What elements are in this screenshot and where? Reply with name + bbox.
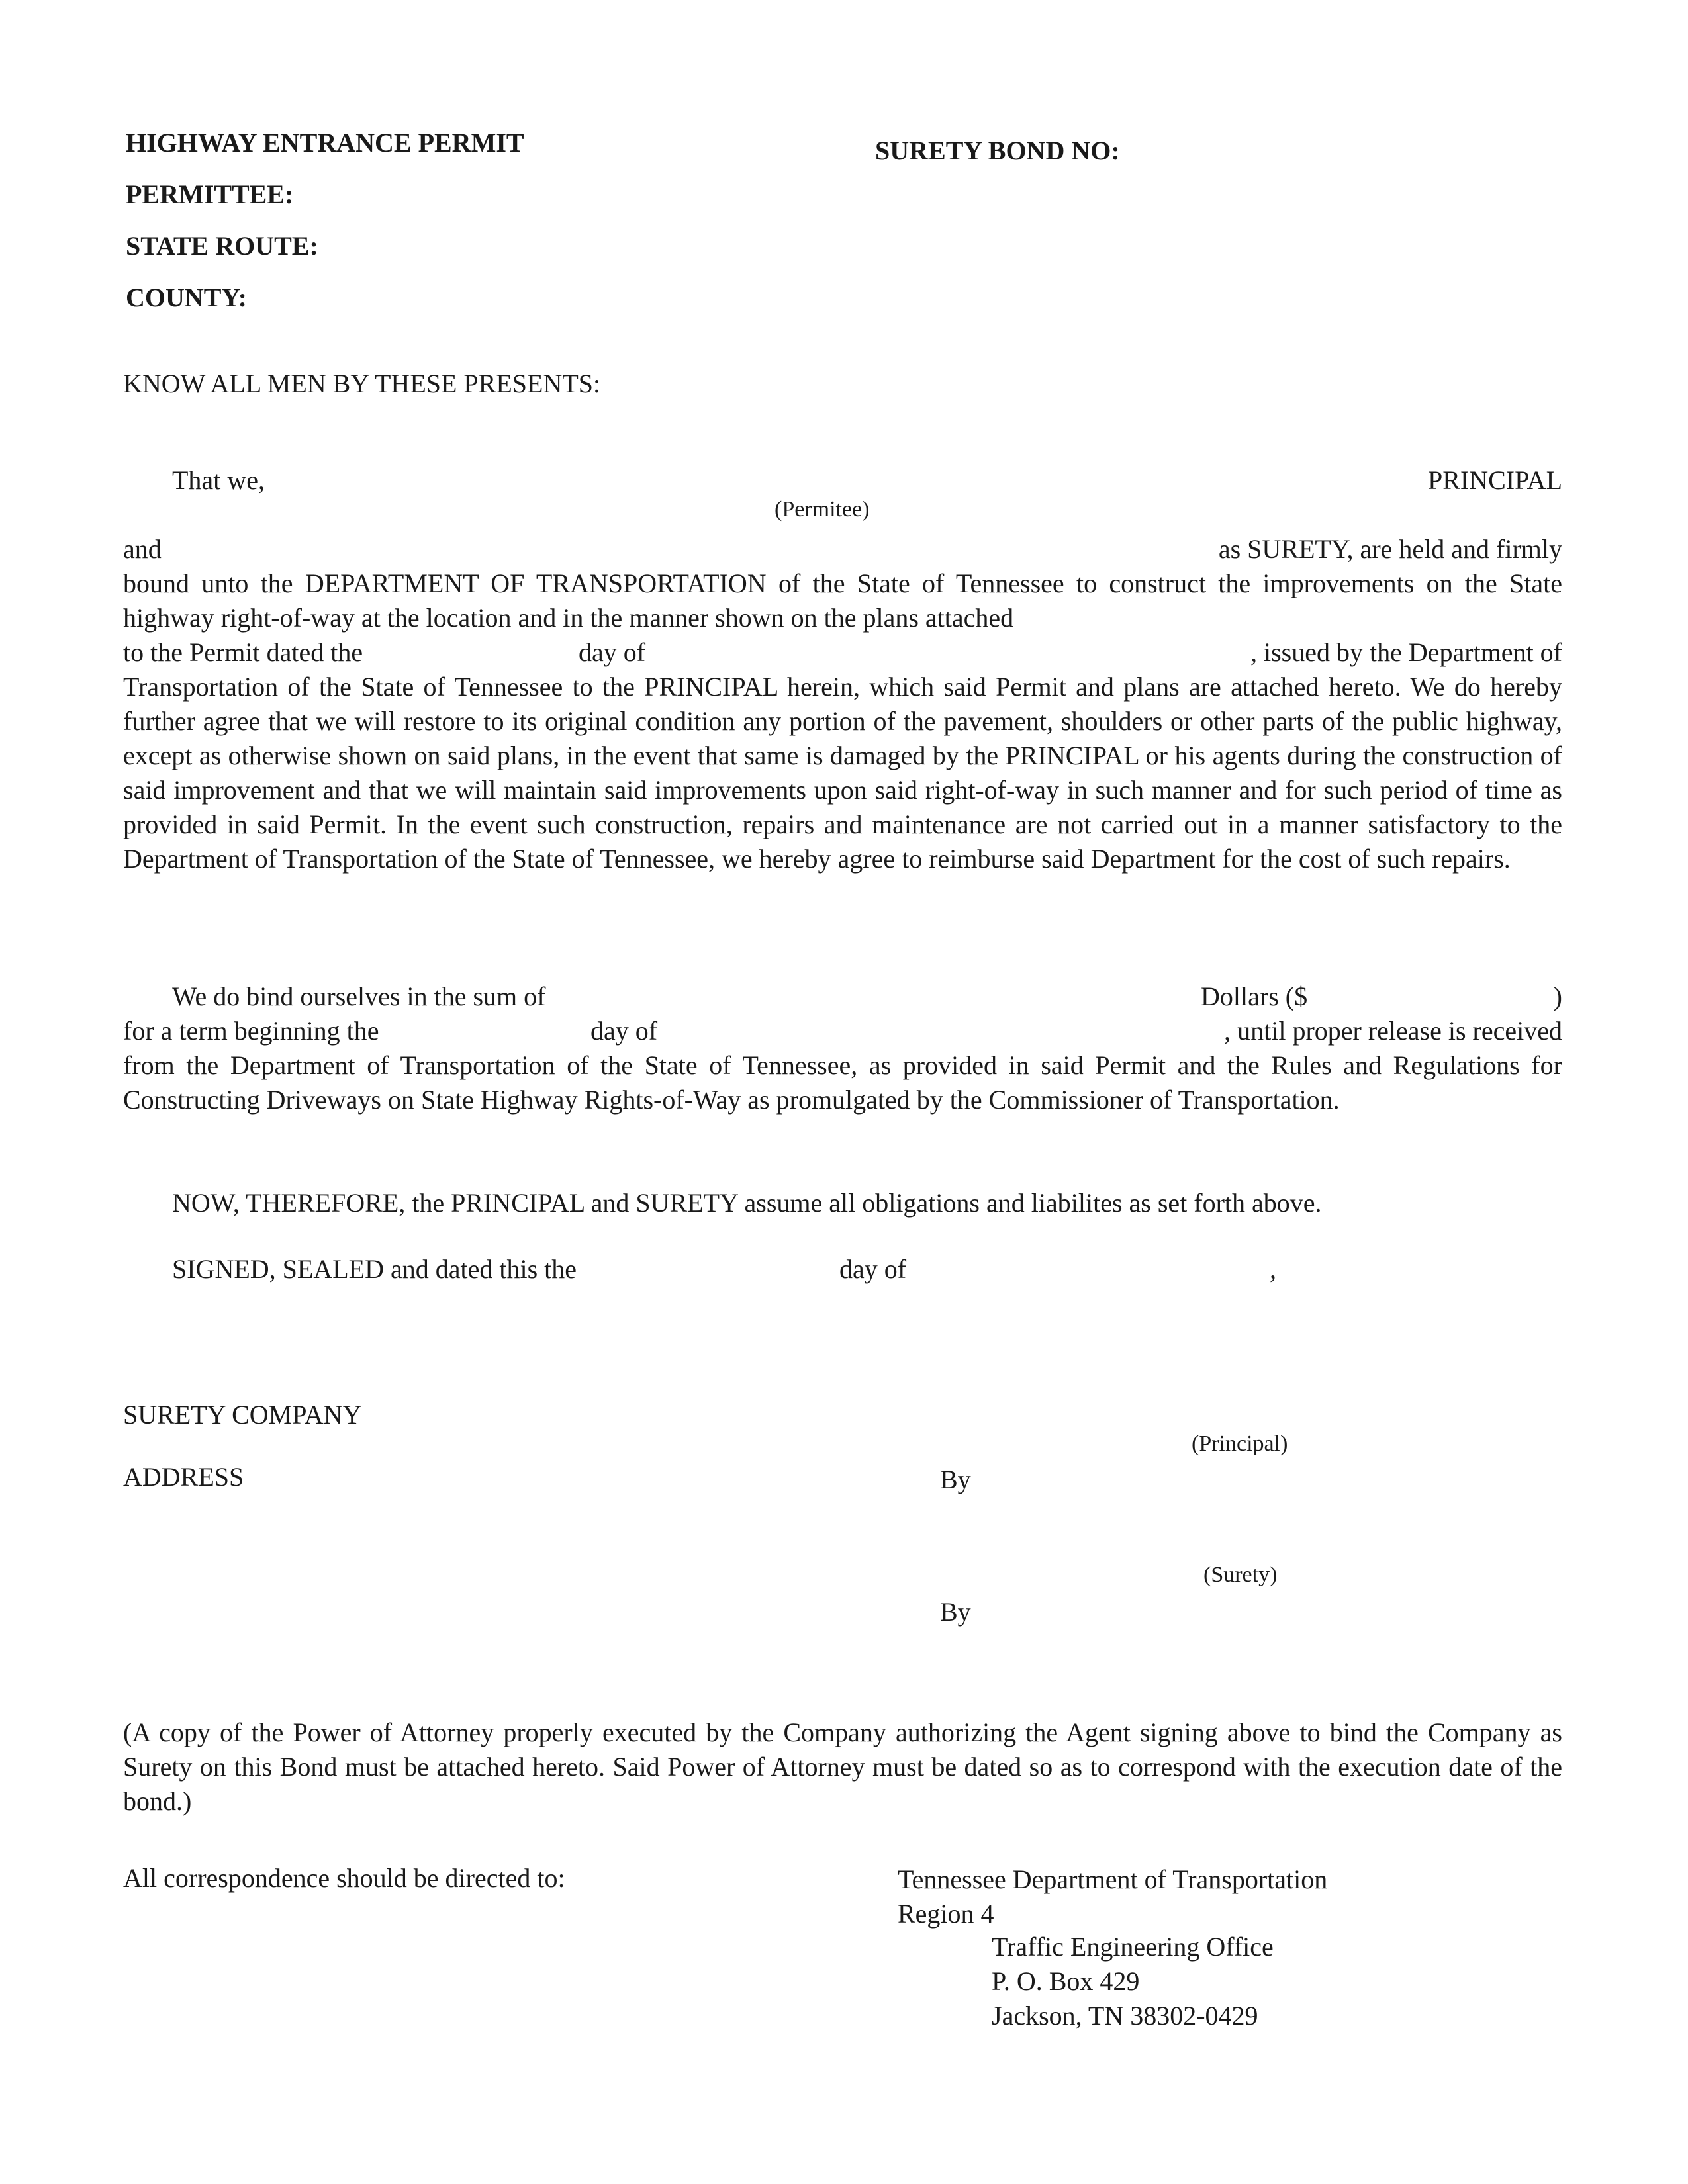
signed-line bbox=[123, 1252, 1562, 1287]
principal-by-label: By bbox=[940, 1465, 971, 1494]
surety-company-label: SURETY COMPANY bbox=[123, 1400, 362, 1430]
bond-paragraph-2c: from the Department of Transportation of the State of Tennessee, as provided in said Permit and the Rules and Regulations for Constructing Driveways on State Highway Rights-of-Way as promulgated by the Commissioner of Transportation. bbox=[123, 1050, 1562, 1115]
term-line bbox=[123, 1014, 1562, 1048]
principal-label: PRINCIPAL bbox=[1427, 465, 1562, 495]
surety-by-label: By bbox=[940, 1597, 971, 1627]
therefore-paragraph: NOW, THEREFORE, the PRINCIPAL and SURETY assume all obligations and liabilites as set forth above. bbox=[172, 1188, 1322, 1218]
principal-sublabel: (Principal) bbox=[1192, 1432, 1288, 1456]
sum-text: We do bind ourselves in the sum of bbox=[172, 981, 546, 1011]
address-line-3: Traffic Engineering Office bbox=[992, 1932, 1274, 1962]
address-line-2: Region 4 bbox=[898, 1899, 994, 1929]
permitee-sublabel: (Permitee) bbox=[774, 497, 870, 522]
release-text: , until proper release is received bbox=[1224, 1016, 1562, 1046]
surety-line bbox=[123, 532, 1562, 567]
permit-date-line bbox=[123, 635, 1562, 670]
signed-comma: , bbox=[1270, 1254, 1276, 1284]
address-line-4: P. O. Box 429 bbox=[992, 1966, 1140, 1996]
intro-heading: KNOW ALL MEN BY THESE PRESENTS: bbox=[123, 369, 601, 398]
permittee-label: PERMITTEE: bbox=[126, 179, 294, 209]
form-title: HIGHWAY ENTRANCE PERMIT bbox=[126, 128, 524, 158]
county-label: COUNTY: bbox=[126, 283, 247, 312]
sum-line bbox=[123, 979, 1562, 1014]
surety-bond-no-label: SURETY BOND NO: bbox=[875, 136, 1120, 165]
address-label: ADDRESS bbox=[123, 1462, 244, 1492]
power-of-attorney-note: (A copy of the Power of Attorney properly executed by the Company authorizing the Agent signing above to bind the Company as Surety on this Bond must be attached hereto. Said Power of Attorney must be dated so as to correspond with the execution date of the bond.) bbox=[123, 1717, 1562, 1816]
dollars-close-paren: ) bbox=[1553, 981, 1562, 1011]
permit-dated-text: to the Permit dated the bbox=[123, 637, 363, 667]
surety-lead: and bbox=[123, 534, 162, 564]
surety-held-text: as SURETY, are held and firmly bbox=[1218, 534, 1562, 564]
permit-day-of-text: day of bbox=[579, 637, 646, 667]
permit-issued-text: , issued by the Department of bbox=[1250, 637, 1562, 667]
correspondence-label: All correspondence should be directed to: bbox=[123, 1863, 565, 1893]
bond-paragraph-1c: Transportation of the State of Tennessee to the PRINCIPAL herein, which said Permit and plans are attached hereto. We do hereby further agree that we will restore to its original condition any portion of the pavement, shoulders or other parts of the public highway, except as otherwise shown on said plans, in the event that same is damaged by the PRINCIPAL or his agents during the construction of said improvement and that we will maintain said improvements upon said right-of-way in such manner and for such period of time as provided in said Permit. In the event such construction, repairs and maintenance are not carried out in a manner satisfactory to the Department of Transportation of the State of Tennessee, we hereby agree to reimburse said Department for the cost of such repairs. bbox=[123, 672, 1562, 874]
dollars-text: Dollars ($ bbox=[1201, 981, 1308, 1011]
term-day-of-text: day of bbox=[590, 1016, 658, 1046]
term-beginning-text: for a term beginning the bbox=[123, 1016, 379, 1046]
signed-sealed-text: SIGNED, SEALED and dated this the bbox=[172, 1254, 577, 1284]
bond-paragraph-1a: bound unto the DEPARTMENT OF TRANSPORTATION of the State of Tennessee to construct the improvements on the State highway right-of-way at the location and in the manner shown on the plans attached bbox=[123, 569, 1562, 633]
principal-lead: That we, bbox=[172, 465, 265, 495]
address-line-5: Jackson, TN 38302-0429 bbox=[992, 2001, 1258, 2030]
state-route-label: STATE ROUTE: bbox=[126, 231, 318, 261]
surety-sublabel: (Surety) bbox=[1203, 1563, 1278, 1587]
address-line-1: Tennessee Department of Transportation bbox=[898, 1864, 1328, 1894]
signed-day-of-text: day of bbox=[839, 1254, 907, 1284]
